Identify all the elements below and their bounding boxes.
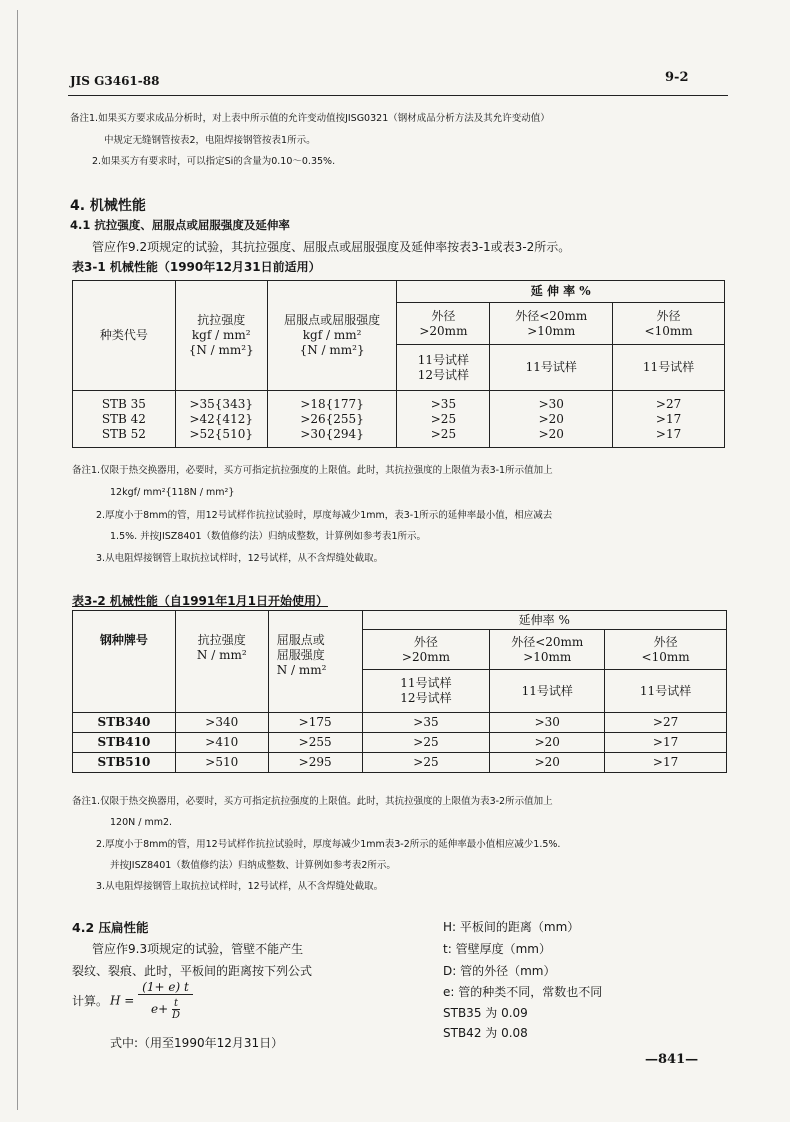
note-top-2: 2.如果买方有要求时，可以指定Si的含量为0.10～0.35%. <box>92 156 336 167</box>
t2-header-yield: 屈服点或 屈服强度 N / mm² <box>268 611 362 713</box>
note-t2-2: 2.厚度小于8mm的管，用12号试样作抗拉试验时，厚度每减少1mm表3-2所示的延伸率最小值相应减少1.5%. <box>96 839 561 850</box>
t1-header-od3: 外径 <10mm <box>613 303 725 345</box>
t1-header-spec1: 11号试样 12号试样 <box>397 345 490 391</box>
t1-header-grade: 种类代号 <box>73 281 176 391</box>
page-number: —841— <box>645 1052 699 1067</box>
t2-header-od3: 外径 <10mm <box>605 630 727 670</box>
t1-header-tensile: 抗拉强度 kgf / mm² {N / mm²} <box>175 281 267 391</box>
t2-header-tensile: 抗拉强度 N / mm² <box>175 611 268 713</box>
note-t1-2: 2.厚度小于8mm的管，用12号试样作抗拉试验时，厚度每减少1mm，表3-1所示的延伸率最小值，相应减去 <box>96 510 553 521</box>
standard-code: JIS G3461-88 <box>70 74 160 88</box>
t2-header-grade: 钢种牌号 <box>73 611 176 713</box>
subsection-4-1: 4.1 抗拉强度、屈服点或屈服强度及延伸率 <box>70 218 290 232</box>
table-row: STB510 >510 >295 >25 >20 >17 <box>73 753 727 773</box>
t1-header-elongation: 延 伸 率 % <box>397 281 725 303</box>
t1-header-spec3: 11号试样 <box>613 345 725 391</box>
legend-stb35: STB35 为 0.09 <box>443 1006 528 1020</box>
flattening-formula: H = (1+ e) t e+ $\frac{t}{D}$ <box>110 980 193 1021</box>
legend-h: H: 平板间的距离（mm） <box>443 920 580 934</box>
t2-header-spec2: 11号试样 <box>490 670 605 713</box>
note-t2-1: 备注1.仅限于热交换器用，必要时，买方可指定抗拉强度的上限值。此时，其抗拉强度的上限值为表3-2所示值加上 <box>72 796 553 807</box>
subsection-4-2: 4.2 压扁性能 <box>72 920 149 935</box>
table-3-1 <box>72 280 725 448</box>
legend-e: e: 管的种类不同，常数也不同 <box>443 985 603 999</box>
t1-header-od1: 外径 >20mm <box>397 303 490 345</box>
table-row: STB340 >340 >175 >35 >30 >27 <box>73 713 727 733</box>
formula-where-clause: 式中:（用至1990年12月31日） <box>110 1036 284 1050</box>
scan-edge-line <box>17 10 18 1110</box>
section-4-2-line-3: 计算。 <box>72 994 109 1008</box>
t2-header-od1: 外径 >20mm <box>362 630 490 670</box>
section-4-1-paragraph: 管应作9.2项规定的试验，其抗拉强度、屈服点或屈服强度及延伸率按表3-1或表3-2所示。 <box>92 240 571 254</box>
table-3-1-caption: 表3-1 机械性能（1990年12月31日前适用） <box>72 260 321 274</box>
t2-header-spec3: 11号试样 <box>605 670 727 713</box>
note-t2-3: 3.从电阻焊接钢管上取抗拉试样时，12号试样，从不含焊缝处截取。 <box>96 881 384 892</box>
section-4-2-line-1: 管应作9.3项规定的试验，管壁不能产生 <box>92 942 304 956</box>
note-top-1: 备注1.如果买方要求成品分析时，对上表中所示值的允许变动值按JISG0321（钢材成品分析方法及其允许变动值） <box>70 113 550 124</box>
t2-header-od2: 外径<20mm >10mm <box>490 630 605 670</box>
t1-header-od2: 外径<20mm >10mm <box>490 303 613 345</box>
note-top-1-cont: 中规定无缝钢管按表2，电阻焊接钢管按表1所示。 <box>104 135 316 146</box>
note-t1-1-cont: 12kgf/ mm²{118N / mm²} <box>110 487 235 498</box>
page-section: 9-2 <box>665 70 689 85</box>
legend-d: D: 管的外径（mm） <box>443 964 556 978</box>
t2-header-elongation: 延伸率 % <box>362 611 726 630</box>
table-row: STB410 >410 >255 >25 >20 >17 <box>73 733 727 753</box>
note-t1-3: 3.从电阻焊接钢管上取抗拉试样时，12号试样，从不含焊缝处截取。 <box>96 553 384 564</box>
table-3-2 <box>72 610 727 773</box>
note-t1-1: 备注1.仅限于热交换器用，必要时，买方可指定抗拉强度的上限值。此时，其抗拉强度的上限值为表3-1所示值加上 <box>72 465 553 476</box>
header-rule <box>68 95 728 96</box>
section-4-2-line-2: 裂纹、裂痕、此时，平板间的距离按下列公式 <box>72 964 313 978</box>
table-row: STB 35 STB 42 STB 52 >35{343} >42{412} >52{510} >18{177} >26{255} >30{294} >35 >25 >25 >30 >20 >20 >27 >17 >17 <box>73 391 725 448</box>
section-title-4: 4. 机械性能 <box>70 198 146 214</box>
t2-header-spec1: 11号试样 12号试样 <box>362 670 490 713</box>
note-t2-1-cont: 120N / mm2. <box>110 817 173 828</box>
note-t1-2-cont: 1.5%. 并按JISZ8401（数值修约法）归纳成整数，计算例如参考表1所示。 <box>110 531 427 542</box>
legend-stb42: STB42 为 0.08 <box>443 1026 528 1040</box>
t1-header-spec2: 11号试样 <box>490 345 613 391</box>
note-t2-2-cont: 并按JISZ8401（数值修约法）归纳成整数、计算例如参考表2所示。 <box>110 860 396 871</box>
legend-t: t: 管壁厚度（mm） <box>443 942 551 956</box>
table-3-2-caption: 表3-2 机械性能（自1991年1月1日开始使用） <box>72 594 328 608</box>
t1-header-yield: 屈服点或屈服强度 kgf / mm² {N / mm²} <box>267 281 397 391</box>
